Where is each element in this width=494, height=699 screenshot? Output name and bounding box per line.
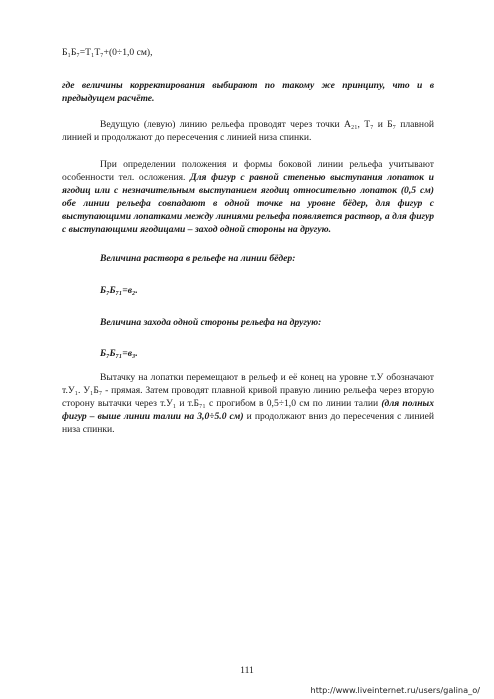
label-overlap-size: Величина захода одной стороны рельефа на другую: <box>100 317 322 328</box>
dart-text-b: и продолжают вниз до пересечения с линией низа спинки. <box>62 411 434 435</box>
formula-b1b7: Б₁Б₇=Т₁Т₇+(0÷1,0 см), <box>62 47 153 58</box>
paragraph-side-line <box>62 158 434 236</box>
side-line-text: При определении положения и формы боковой линии рельефа учитывают особенности тел. осложения. <box>62 159 434 183</box>
formula-opening: Б₇Б₇₁=в₂. <box>100 285 138 296</box>
dart-text-a: Вытачку на лопатки перемещают в рельеф и её конец на уровне т.У обозначают т.У₁. У₁Б₇ - прямая. Затем проводят плавной кривой правую линию рельефа через вторую сторону вытачки через т.У₁ и т.Б₇₁ с прогибом в 0,5÷1,0 см по линии талии <box>62 372 434 409</box>
watermark-url: http://www.liveinternet.ru/users/galina_o/ <box>310 685 480 695</box>
paragraph-dart <box>62 371 434 436</box>
label-opening-size: Величина раствора в рельефе на линии бёдер: <box>100 253 296 264</box>
page-number: 111 <box>240 665 254 676</box>
formula-overlap: Б₇Б₇₁=в₃. <box>100 348 138 359</box>
correction-note: где величины корректирования выбирают по такому же принципу, что и в предыдущем расчёте. <box>62 80 434 104</box>
paragraph-leading-line: Ведущую (левую) линию рельефа проводят через точки А₂₁, Т₇ и Б₇ плавной линией и продолжают до пересечения с линией низа спинки. <box>62 119 434 143</box>
side-line-emphasis: Для фигур с равной степенью выступания лопаток и ягодиц или с незначительным выступанием ягодиц относительно лопаток (0,5 см) обе линии рельефа совпадают в одной точке на уровне бёдер, для фигур с выступающими лопатками между линиями рельефа появляется раствор, а для фигур с выступающими ягодицами – заход одной стороны на другую. <box>62 172 434 235</box>
dart-emphasis: (для полных фигур – выше линии талии на 3,0÷5.0 см) <box>62 398 434 422</box>
